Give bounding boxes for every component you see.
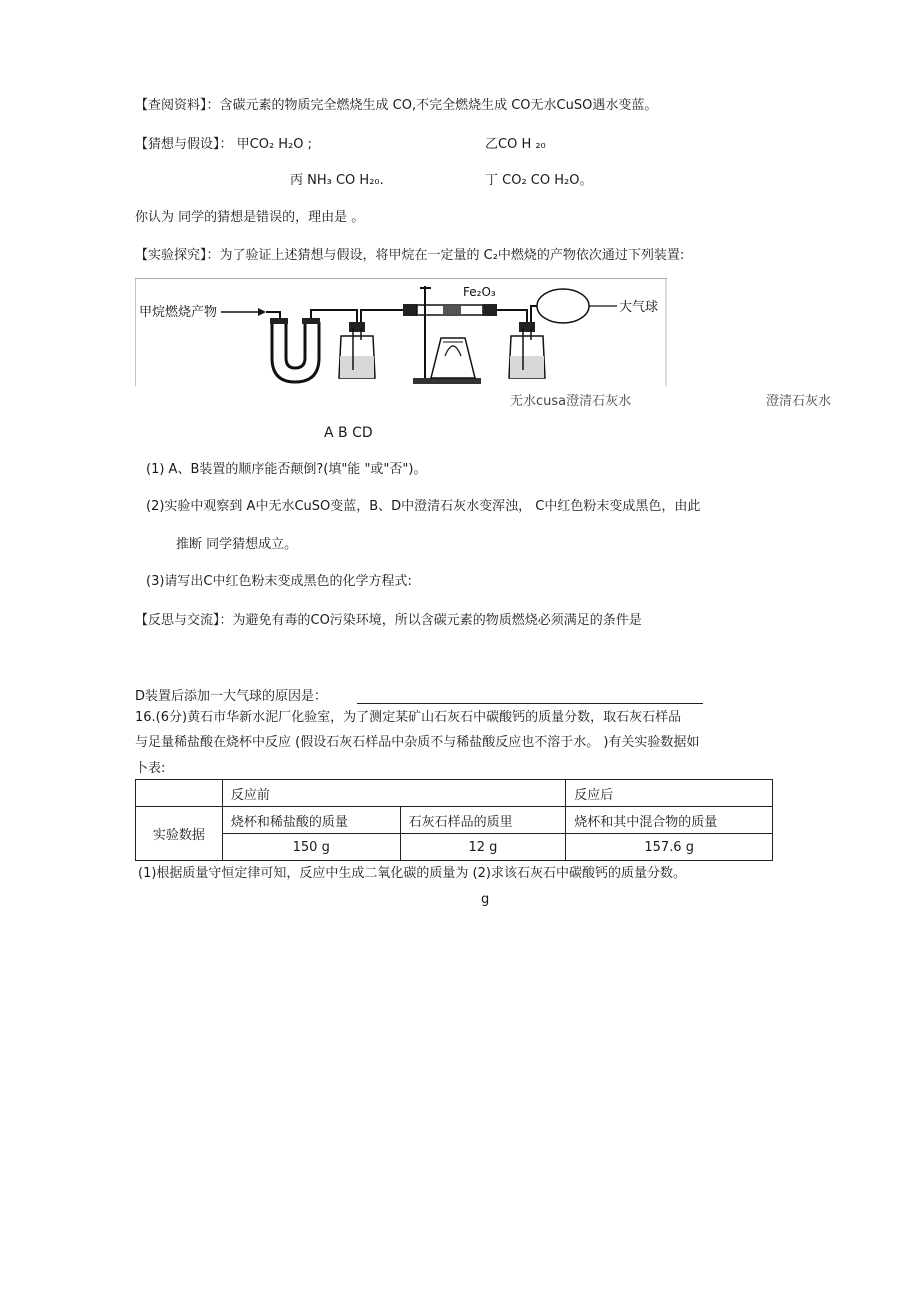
question-2b: 推断 同学猜想成立。	[176, 537, 298, 552]
figure-label-balloon: 大气球	[619, 300, 659, 315]
sub-questions: (1)根据质量守恒定律可知，反应中生成二氧化碳的质量为 (2)求该石灰石中碳酸钙的质量分数。	[138, 866, 686, 881]
experiment-data-table	[135, 779, 773, 861]
question-3: (3)请写出C中红色粉末变成黑色的化学方程式:	[146, 574, 412, 589]
unit-g: g	[481, 892, 490, 907]
value-mixture: 157.6 g	[566, 834, 773, 861]
fe2o3-label: Fe₂O₃	[463, 285, 496, 299]
question-1: (1) A、B装置的顺序能否颠倒?(填"能 "或"否")。	[146, 462, 427, 477]
hypothesis-ding: 丁 CO₂ CO H₂O。	[485, 173, 593, 188]
question-2a: (2)实验中观察到 A中无水CuSO变蓝，B、D中澄清石灰水变浑浊， C中红色粉末变成黑色，由此	[146, 499, 701, 514]
table-row	[136, 834, 773, 861]
subheader-mixture: 烧杯和其中混合物的质量	[566, 807, 773, 834]
header-after: 反应后	[566, 780, 773, 807]
answer-blank-line	[357, 703, 703, 704]
figure-caption-1: 无水cusa澄清石灰水	[510, 394, 632, 409]
subheader-sample: 石灰石样品的质里	[400, 807, 566, 834]
problem-16-line2: 与足量稀盐酸在烧杯中反应 (假设石灰石样品中杂质不与稀盐酸反应也不溶于水。 )有关实验数据如	[135, 735, 700, 750]
which-wrong-question: 你认为 同学的猜想是错误的，理由是 。	[135, 210, 365, 225]
hypothesis-yi: 乙CO H ₂₀	[485, 137, 546, 152]
table-row	[136, 780, 773, 807]
reflection: 【反思与交流】：为避免有毒的CO污染环境，所以含碳元素的物质燃烧必须满足的条件是	[135, 613, 642, 628]
figure-letters: A B CD	[324, 425, 373, 441]
value-sample: 12 g	[400, 834, 566, 861]
reference-info-line: 【查阅资料】：含碳元素的物质完全燃烧生成 CO,不完全燃烧生成 CO无水CuSO遇水变蓝。	[135, 98, 658, 113]
value-beaker-acid: 150 g	[222, 834, 400, 861]
figure-label-left: 甲烷燃烧产物	[139, 305, 218, 320]
row-label: 实验数据	[136, 807, 223, 861]
problem-16-line1: 16.(6分)黄石市华新水泥厂化验室，为了测定某矿山石灰石中碳酸钙的质量分数，取石灰石样品	[135, 710, 682, 725]
experiment-intro: 【实验探究】：为了验证上述猜想与假设，将甲烷在一定量的 C₂中燃烧的产物依次通过下列装置:	[135, 248, 685, 263]
hypothesis-jia: 【猜想与假设】： 甲CO₂ H₂O ;	[135, 137, 313, 152]
d-device-reason: D装置后添加一大气球的原因是：	[135, 689, 328, 704]
figure-caption-2: 澄清石灰水	[766, 394, 832, 409]
hypothesis-bing: 丙 NH₃ CO H₂₀.	[290, 173, 384, 188]
table-row	[136, 807, 773, 834]
apparatus-figure	[135, 278, 667, 386]
subheader-beaker-acid: 烧杯和稀盐酸的质量	[222, 807, 400, 834]
problem-16-line3: 卜表:	[135, 761, 166, 776]
header-before: 反应前	[222, 780, 565, 807]
table-cell-empty	[136, 780, 223, 807]
